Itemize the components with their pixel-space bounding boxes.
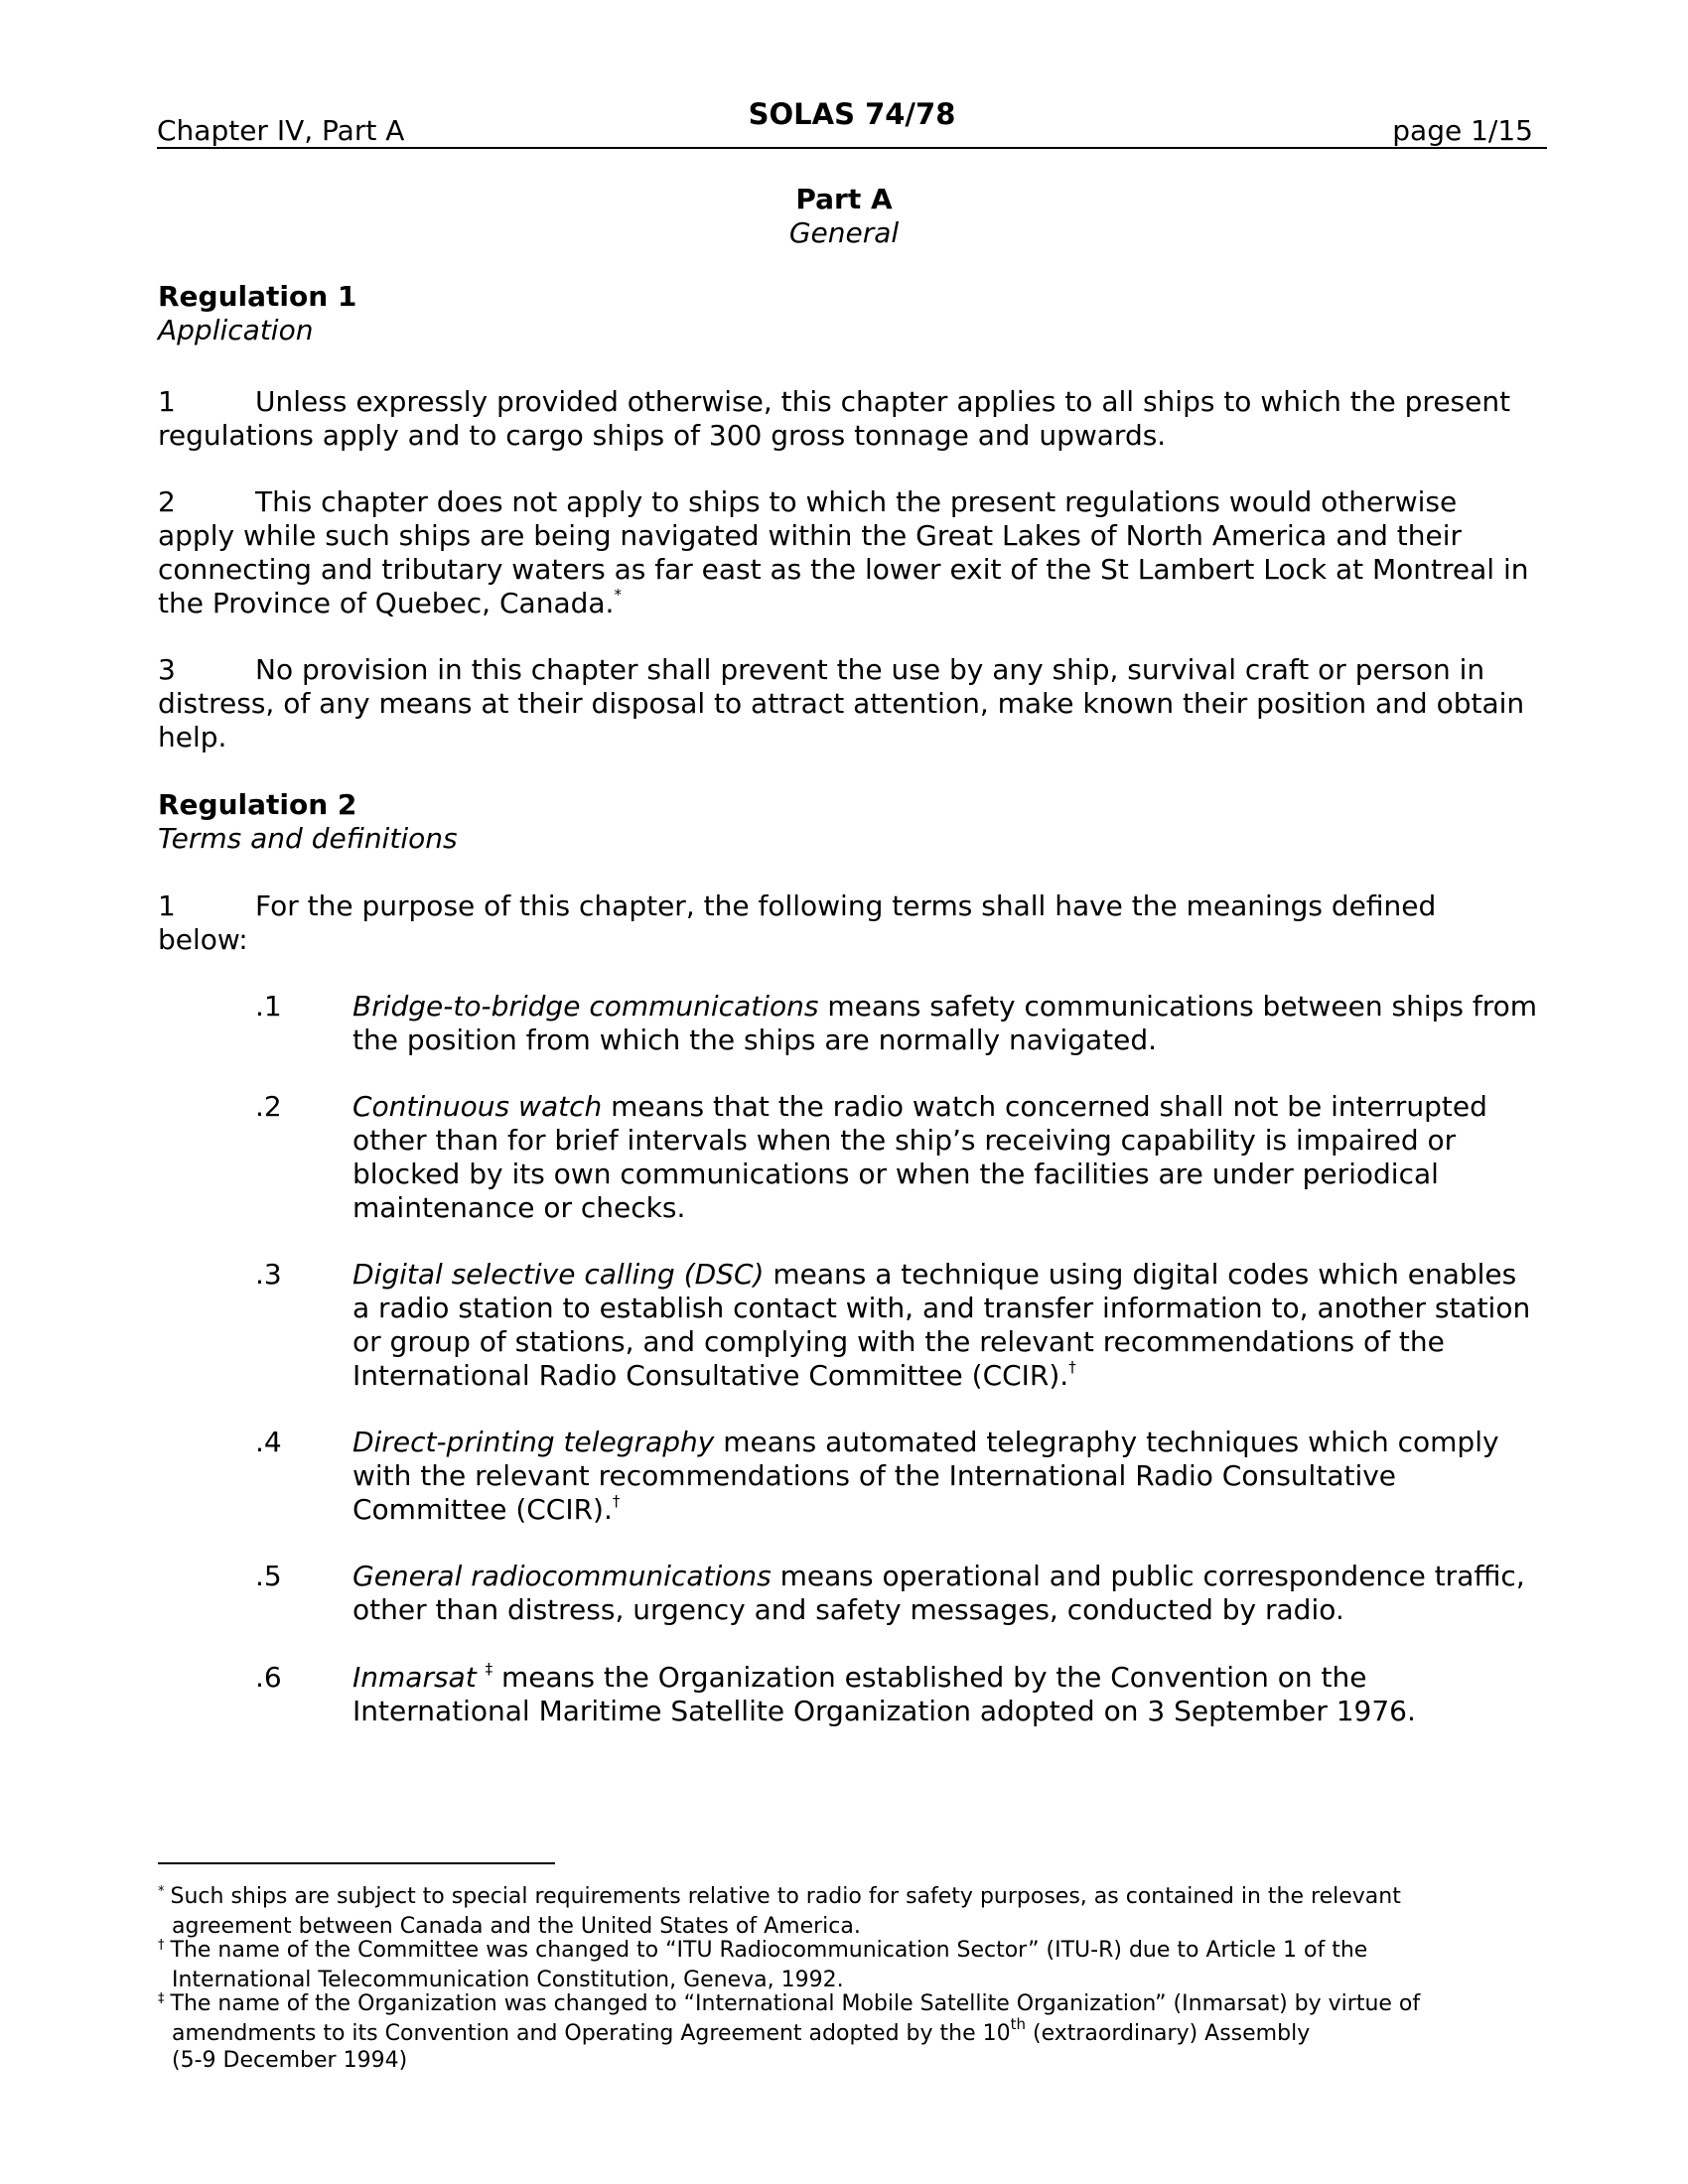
footnote-mark: ‡ xyxy=(158,1991,165,2006)
footnote-mark: † xyxy=(158,1938,165,1953)
regulation-subtitle: Terms and definitions xyxy=(158,822,458,855)
part-title: Part A xyxy=(795,183,893,215)
paragraph-text: below: xyxy=(158,923,248,956)
definition-text: Committee (CCIR). xyxy=(352,1493,613,1526)
definition-text: maintenance or checks. xyxy=(352,1191,686,1224)
paragraph-number: 1 xyxy=(158,385,176,418)
footnote-text: agreement between Canada and the United States of America. xyxy=(172,1914,861,1939)
definition-text: other than distress, urgency and safety messages, conducted by radio. xyxy=(352,1593,1344,1626)
footnote-mark: * xyxy=(158,1884,165,1899)
header-document-title: SOLAS 74/78 xyxy=(748,97,956,131)
paragraph-text: regulations apply and to cargo ships of 300 gross tonnage and upwards. xyxy=(158,419,1167,452)
paragraph-text: distress, of any means at their disposal to attract attention, make known their position and obtain xyxy=(158,687,1525,720)
definition-text: means operational and public correspondence traffic, xyxy=(771,1560,1525,1592)
footnote-text: Such ships are subject to special requirements relative to radio for safety purposes, as contained in the relevant xyxy=(170,1884,1401,1909)
definition-number: .2 xyxy=(255,1090,282,1123)
footnote-marker[interactable]: † xyxy=(1068,1357,1076,1376)
definition-text: other than for brief intervals when the ship’s receiving capability is impaired or xyxy=(352,1124,1457,1157)
paragraph-number: 3 xyxy=(158,653,176,686)
definition-item xyxy=(255,990,1546,1057)
definition-text: a radio station to establish contact with, and transfer information to, another station xyxy=(352,1292,1531,1324)
footnote xyxy=(158,1990,1548,2074)
header-page-number: page 1/15 xyxy=(1392,114,1533,147)
paragraph-text: For the purpose of this chapter, the following terms shall have the meanings defined xyxy=(255,889,1437,922)
paragraph-text: Unless expressly provided otherwise, this chapter applies to all ships to which the present xyxy=(255,385,1511,418)
part-subtitle: General xyxy=(788,216,900,249)
regulation-1-paragraph-2 xyxy=(158,485,1548,620)
regulation-title: Regulation 2 xyxy=(158,788,357,821)
definition-text: means automated telegraphy techniques which comply xyxy=(714,1426,1499,1458)
definition-number: .1 xyxy=(255,990,282,1023)
definition-number: .3 xyxy=(255,1258,282,1291)
footnote-superscript: th xyxy=(1010,2014,1027,2033)
paragraph-number: 2 xyxy=(158,485,176,518)
definition-item xyxy=(255,1090,1546,1225)
definition-text: means the Organization established by the Convention on the xyxy=(492,1661,1367,1694)
footnote xyxy=(158,1937,1548,1993)
part-heading xyxy=(0,183,1688,250)
paragraph-text: help. xyxy=(158,721,227,753)
paragraph-text: connecting and tributary waters as far east as the lower exit of the St Lambert Lock at Montreal in xyxy=(158,553,1529,586)
footnote xyxy=(158,1883,1548,1940)
definition-number: .6 xyxy=(255,1661,282,1694)
footnote-marker[interactable]: ‡ xyxy=(485,1659,493,1678)
footnote-text: amendments to its Convention and Operating Agreement adopted by the 10 xyxy=(172,2021,1011,2046)
footnote-text: The name of the Committee was changed to “ITU Radiocommunication Sector” (ITU-R) due to Article 1 of the xyxy=(170,1938,1368,1963)
definition-text: blocked by its own communications or when the facilities are under periodical xyxy=(352,1158,1439,1190)
definition-text: with the relevant recommendations of the International Radio Consultative xyxy=(352,1459,1397,1492)
footnote-text: The name of the Organization was changed to “International Mobile Satellite Organization” (Inmarsat) by virtue of xyxy=(170,1991,1421,2016)
definition-number: .5 xyxy=(255,1560,282,1592)
regulation-1-paragraph-1 xyxy=(158,385,1548,453)
footnote-text: (5-9 December 1994) xyxy=(172,2048,408,2073)
footnote-divider xyxy=(158,1862,555,1864)
definition-item xyxy=(255,1560,1546,1627)
regulation-2-heading xyxy=(158,788,1548,856)
definition-text: International Radio Consultative Committee (CCIR). xyxy=(352,1359,1069,1392)
regulation-1-heading xyxy=(158,280,1548,347)
definition-term: Digital selective calling (DSC) xyxy=(352,1258,765,1291)
paragraph-text: This chapter does not apply to ships to which the present regulations would otherwise xyxy=(255,485,1458,518)
definition-text: International Maritime Satellite Organization adopted on 3 September 1976. xyxy=(352,1695,1416,1727)
definition-text: means a technique using digital codes which enables xyxy=(764,1258,1517,1291)
regulation-subtitle: Application xyxy=(158,314,314,346)
definition-number: .4 xyxy=(255,1426,282,1458)
regulation-2-paragraph-1 xyxy=(158,889,1548,957)
definition-item xyxy=(255,1426,1546,1527)
definition-term: Direct-printing telegraphy xyxy=(352,1426,715,1458)
footnote-marker[interactable]: † xyxy=(612,1491,621,1510)
paragraph-text: the Province of Quebec, Canada. xyxy=(158,587,615,619)
paragraph-number: 1 xyxy=(158,889,176,922)
footnote-marker[interactable]: * xyxy=(614,585,622,604)
definition-term: General radiocommunications xyxy=(352,1560,772,1592)
definition-term: Continuous watch xyxy=(352,1090,603,1123)
footnote-text: (extraordinary) Assembly xyxy=(1026,2021,1311,2046)
paragraph-text: No provision in this chapter shall prevent the use by any ship, survival craft or person in xyxy=(255,653,1485,686)
footnote-text: International Telecommunication Constitution, Geneva, 1992. xyxy=(172,1968,844,1992)
regulation-title: Regulation 1 xyxy=(158,280,357,313)
definition-text: means safety communications between ships from xyxy=(818,990,1538,1023)
page-header xyxy=(157,97,1547,149)
definition-text: or group of stations, and complying with the relevant recommendations of the xyxy=(352,1325,1445,1358)
definition-item xyxy=(255,1661,1546,1728)
definition-term: Inmarsat xyxy=(352,1661,477,1694)
definition-text: the position from which the ships are normally navigated. xyxy=(352,1024,1158,1056)
definition-item xyxy=(255,1258,1546,1393)
definition-text: means that the radio watch concerned shall not be interrupted xyxy=(602,1090,1487,1123)
header-chapter: Chapter IV, Part A xyxy=(157,114,405,147)
paragraph-text: apply while such ships are being navigated within the Great Lakes of North America and their xyxy=(158,519,1463,552)
definition-term: Bridge-to-bridge communications xyxy=(352,990,819,1023)
regulation-1-paragraph-3 xyxy=(158,653,1548,754)
